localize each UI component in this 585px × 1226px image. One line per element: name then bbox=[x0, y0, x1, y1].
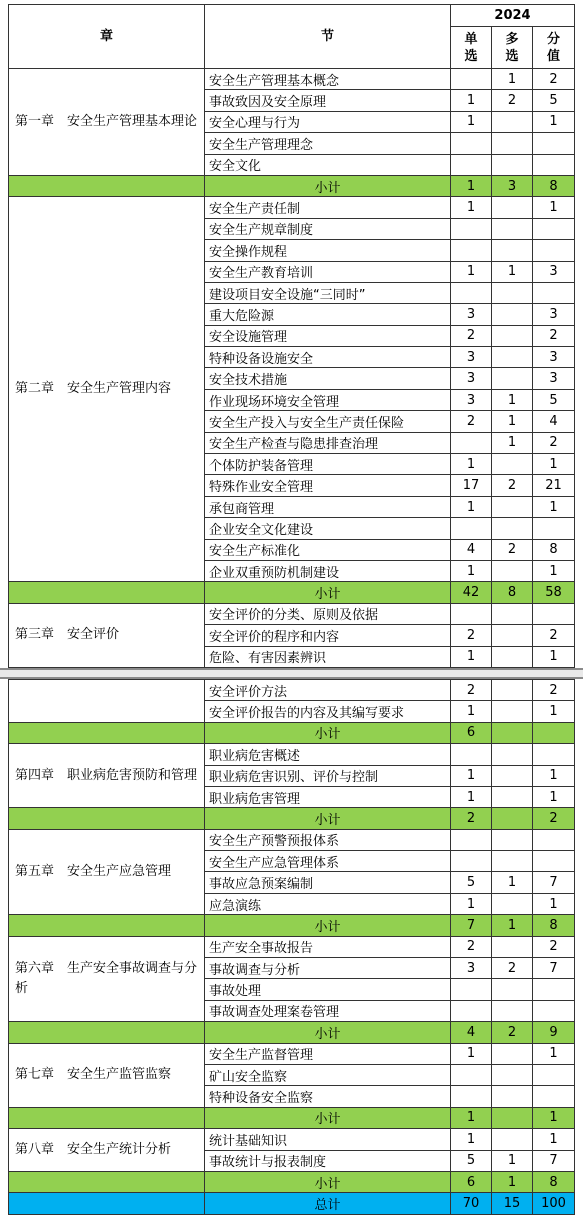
total-row bbox=[9, 1193, 575, 1214]
score-cell bbox=[533, 1000, 575, 1021]
single-choice-cell: 3 bbox=[451, 304, 492, 325]
score-cell: 2 bbox=[533, 69, 575, 90]
syllabus-page bbox=[8, 4, 575, 1215]
multi-choice-cell bbox=[492, 936, 533, 957]
score-cell: 5 bbox=[533, 90, 575, 111]
section-cell: 事故处理 bbox=[205, 979, 451, 1000]
multi-choice-cell bbox=[492, 325, 533, 346]
section-cell: 统计基础知识 bbox=[205, 1129, 451, 1150]
single-choice-cell: 2 bbox=[451, 625, 492, 646]
single-choice-cell: 5 bbox=[451, 872, 492, 893]
multi-choice-cell bbox=[492, 111, 533, 132]
header-score bbox=[533, 27, 575, 69]
score-cell: 4 bbox=[533, 411, 575, 432]
subtotal-row bbox=[9, 722, 575, 743]
single-choice-cell: 3 bbox=[451, 347, 492, 368]
subtotal-label: 小计 bbox=[205, 808, 451, 829]
score-cell: 2 bbox=[533, 325, 575, 346]
section-cell: 安全评价方法 bbox=[205, 679, 451, 700]
subtotal-spacer bbox=[9, 808, 205, 829]
subtotal-row bbox=[9, 582, 575, 603]
section-cell: 安全生产管理理念 bbox=[205, 133, 451, 154]
chapter-cell: 第三章 安全评价 bbox=[9, 603, 205, 667]
multi-choice-cell bbox=[492, 1000, 533, 1021]
section-cell: 安全生产应急管理体系 bbox=[205, 851, 451, 872]
section-cell: 安全操作规程 bbox=[205, 240, 451, 261]
chapter-cell: 第八章 安全生产统计分析 bbox=[9, 1129, 205, 1172]
header-single-text: 单选 bbox=[464, 31, 478, 64]
section-cell: 生产安全事故报告 bbox=[205, 936, 451, 957]
section-cell: 个体防护装备管理 bbox=[205, 454, 451, 475]
total-label: 总计 bbox=[205, 1193, 451, 1214]
subtotal-label: 小计 bbox=[205, 722, 451, 743]
table-row bbox=[9, 936, 575, 957]
single-choice-cell bbox=[451, 154, 492, 175]
header-score-text: 分值 bbox=[547, 31, 561, 64]
table-row bbox=[9, 69, 575, 90]
score-cell bbox=[533, 979, 575, 1000]
multi-choice-cell bbox=[492, 304, 533, 325]
multi-choice-cell: 1 bbox=[492, 432, 533, 453]
score-cell bbox=[533, 133, 575, 154]
single-choice-cell bbox=[451, 1000, 492, 1021]
score-cell: 1 bbox=[533, 197, 575, 218]
single-choice-cell: 3 bbox=[451, 958, 492, 979]
single-choice-cell: 1 bbox=[451, 454, 492, 475]
subtotal-single: 2 bbox=[451, 808, 492, 829]
multi-choice-cell bbox=[492, 240, 533, 261]
chapter-cell: 第五章 安全生产应急管理 bbox=[9, 829, 205, 915]
single-choice-cell bbox=[451, 282, 492, 303]
section-cell: 重大危险源 bbox=[205, 304, 451, 325]
multi-choice-cell: 1 bbox=[492, 872, 533, 893]
score-cell: 2 bbox=[533, 625, 575, 646]
score-cell: 1 bbox=[533, 1129, 575, 1150]
table-row bbox=[9, 1129, 575, 1150]
single-choice-cell: 4 bbox=[451, 539, 492, 560]
multi-choice-cell bbox=[492, 1064, 533, 1085]
subtotal-score: 8 bbox=[533, 1171, 575, 1192]
single-choice-cell: 1 bbox=[451, 701, 492, 722]
subtotal-multi: 3 bbox=[492, 175, 533, 196]
multi-choice-cell bbox=[492, 765, 533, 786]
single-choice-cell: 1 bbox=[451, 90, 492, 111]
multi-choice-cell bbox=[492, 851, 533, 872]
multi-choice-cell bbox=[492, 454, 533, 475]
section-cell: 特种设备安全监察 bbox=[205, 1086, 451, 1107]
score-cell: 1 bbox=[533, 646, 575, 667]
score-cell bbox=[533, 518, 575, 539]
multi-choice-cell bbox=[492, 979, 533, 1000]
chapter-cell: 第二章 安全生产管理内容 bbox=[9, 197, 205, 582]
header-year: 2024 bbox=[451, 5, 575, 27]
subtotal-score bbox=[533, 722, 575, 743]
subtotal-row bbox=[9, 915, 575, 936]
subtotal-score: 1 bbox=[533, 1107, 575, 1128]
multi-choice-cell bbox=[492, 786, 533, 807]
total-single: 70 bbox=[451, 1193, 492, 1214]
section-cell: 安全生产教育培训 bbox=[205, 261, 451, 282]
score-cell bbox=[533, 829, 575, 850]
section-cell: 事故调查处理案卷管理 bbox=[205, 1000, 451, 1021]
multi-choice-cell bbox=[492, 603, 533, 624]
section-cell: 特殊作业安全管理 bbox=[205, 475, 451, 496]
section-cell: 承包商管理 bbox=[205, 496, 451, 517]
subtotal-row bbox=[9, 175, 575, 196]
multi-choice-cell: 2 bbox=[492, 539, 533, 560]
subtotal-label: 小计 bbox=[205, 1107, 451, 1128]
section-cell: 安全评价的分类、原则及依据 bbox=[205, 603, 451, 624]
section-cell: 安全生产标准化 bbox=[205, 539, 451, 560]
subtotal-label: 小计 bbox=[205, 175, 451, 196]
subtotal-spacer bbox=[9, 1022, 205, 1043]
single-choice-cell bbox=[451, 518, 492, 539]
single-choice-cell: 1 bbox=[451, 111, 492, 132]
subtotal-single: 7 bbox=[451, 915, 492, 936]
subtotal-label: 小计 bbox=[205, 1171, 451, 1192]
section-cell: 应急演练 bbox=[205, 893, 451, 914]
score-cell bbox=[533, 282, 575, 303]
subtotal-spacer bbox=[9, 582, 205, 603]
section-cell: 建设项目安全设施“三同时” bbox=[205, 282, 451, 303]
chapter-cell: 第七章 安全生产监管监察 bbox=[9, 1043, 205, 1107]
single-choice-cell bbox=[451, 1086, 492, 1107]
multi-choice-cell bbox=[492, 518, 533, 539]
single-choice-cell bbox=[451, 829, 492, 850]
table-row bbox=[9, 603, 575, 624]
header-section: 节 bbox=[205, 5, 451, 69]
total-spacer bbox=[9, 1193, 205, 1214]
single-choice-cell bbox=[451, 744, 492, 765]
single-choice-cell: 2 bbox=[451, 936, 492, 957]
score-cell: 2 bbox=[533, 679, 575, 700]
single-choice-cell: 2 bbox=[451, 679, 492, 700]
table-row bbox=[9, 679, 575, 700]
score-table-part2 bbox=[8, 679, 575, 1215]
single-choice-cell bbox=[451, 69, 492, 90]
score-cell bbox=[533, 218, 575, 239]
single-choice-cell bbox=[451, 1064, 492, 1085]
subtotal-single: 1 bbox=[451, 175, 492, 196]
single-choice-cell bbox=[451, 218, 492, 239]
score-cell bbox=[533, 603, 575, 624]
total-score: 100 bbox=[533, 1193, 575, 1214]
score-cell bbox=[533, 851, 575, 872]
section-cell: 安全生产监督管理 bbox=[205, 1043, 451, 1064]
subtotal-score: 9 bbox=[533, 1022, 575, 1043]
subtotal-multi bbox=[492, 722, 533, 743]
section-cell: 危险、有害因素辨识 bbox=[205, 646, 451, 667]
subtotal-score: 2 bbox=[533, 808, 575, 829]
score-cell: 7 bbox=[533, 958, 575, 979]
multi-choice-cell bbox=[492, 679, 533, 700]
single-choice-cell bbox=[451, 603, 492, 624]
table-row bbox=[9, 744, 575, 765]
chapter-cell bbox=[9, 679, 205, 722]
score-cell: 21 bbox=[533, 475, 575, 496]
subtotal-spacer bbox=[9, 722, 205, 743]
score-cell: 8 bbox=[533, 539, 575, 560]
score-cell: 1 bbox=[533, 454, 575, 475]
score-cell: 7 bbox=[533, 1150, 575, 1171]
multi-choice-cell bbox=[492, 1086, 533, 1107]
single-choice-cell: 1 bbox=[451, 261, 492, 282]
section-cell: 矿山安全监察 bbox=[205, 1064, 451, 1085]
section-cell: 特种设备设施安全 bbox=[205, 347, 451, 368]
multi-choice-cell: 2 bbox=[492, 958, 533, 979]
score-cell bbox=[533, 240, 575, 261]
subtotal-label: 小计 bbox=[205, 915, 451, 936]
single-choice-cell: 2 bbox=[451, 411, 492, 432]
score-cell: 5 bbox=[533, 389, 575, 410]
subtotal-row bbox=[9, 1171, 575, 1192]
single-choice-cell: 1 bbox=[451, 786, 492, 807]
chapter-cell: 第六章 生产安全事故调查与分析 bbox=[9, 936, 205, 1022]
score-cell: 2 bbox=[533, 432, 575, 453]
subtotal-single: 6 bbox=[451, 1171, 492, 1192]
subtotal-multi: 1 bbox=[492, 915, 533, 936]
section-cell: 企业双重预防机制建设 bbox=[205, 560, 451, 581]
single-choice-cell bbox=[451, 240, 492, 261]
single-choice-cell: 1 bbox=[451, 893, 492, 914]
multi-choice-cell bbox=[492, 368, 533, 389]
multi-choice-cell bbox=[492, 197, 533, 218]
section-cell: 安全生产管理基本概念 bbox=[205, 69, 451, 90]
score-cell: 3 bbox=[533, 368, 575, 389]
multi-choice-cell bbox=[492, 154, 533, 175]
score-table-part1 bbox=[8, 4, 575, 668]
header-multi-choice bbox=[492, 27, 533, 69]
subtotal-multi: 2 bbox=[492, 1022, 533, 1043]
section-cell: 安全生产投入与安全生产责任保险 bbox=[205, 411, 451, 432]
multi-choice-cell bbox=[492, 893, 533, 914]
multi-choice-cell: 1 bbox=[492, 261, 533, 282]
multi-choice-cell bbox=[492, 133, 533, 154]
section-cell: 职业病危害管理 bbox=[205, 786, 451, 807]
subtotal-multi bbox=[492, 808, 533, 829]
section-cell: 事故致因及安全原理 bbox=[205, 90, 451, 111]
subtotal-single: 1 bbox=[451, 1107, 492, 1128]
subtotal-row bbox=[9, 1107, 575, 1128]
subtotal-label: 小计 bbox=[205, 582, 451, 603]
section-cell: 安全评价报告的内容及其编写要求 bbox=[205, 701, 451, 722]
multi-choice-cell: 1 bbox=[492, 1150, 533, 1171]
subtotal-row bbox=[9, 1022, 575, 1043]
multi-choice-cell: 2 bbox=[492, 90, 533, 111]
section-cell: 安全设施管理 bbox=[205, 325, 451, 346]
subtotal-spacer bbox=[9, 1107, 205, 1128]
section-cell: 安全心理与行为 bbox=[205, 111, 451, 132]
table-row bbox=[9, 1043, 575, 1064]
single-choice-cell bbox=[451, 133, 492, 154]
multi-choice-cell bbox=[492, 744, 533, 765]
multi-choice-cell bbox=[492, 1129, 533, 1150]
section-cell: 企业安全文化建设 bbox=[205, 518, 451, 539]
multi-choice-cell bbox=[492, 625, 533, 646]
single-choice-cell: 1 bbox=[451, 197, 492, 218]
multi-choice-cell bbox=[492, 347, 533, 368]
section-cell: 安全评价的程序和内容 bbox=[205, 625, 451, 646]
score-cell: 3 bbox=[533, 261, 575, 282]
single-choice-cell: 1 bbox=[451, 765, 492, 786]
subtotal-score: 8 bbox=[533, 915, 575, 936]
score-cell bbox=[533, 1064, 575, 1085]
single-choice-cell: 1 bbox=[451, 646, 492, 667]
single-choice-cell: 1 bbox=[451, 496, 492, 517]
single-choice-cell bbox=[451, 979, 492, 1000]
score-cell: 3 bbox=[533, 347, 575, 368]
score-cell: 7 bbox=[533, 872, 575, 893]
multi-choice-cell bbox=[492, 701, 533, 722]
multi-choice-cell: 2 bbox=[492, 475, 533, 496]
subtotal-multi bbox=[492, 1107, 533, 1128]
score-cell: 1 bbox=[533, 1043, 575, 1064]
score-cell: 1 bbox=[533, 111, 575, 132]
section-cell: 安全生产规章制度 bbox=[205, 218, 451, 239]
section-cell: 安全生产预警预报体系 bbox=[205, 829, 451, 850]
subtotal-spacer bbox=[9, 1171, 205, 1192]
table-row bbox=[9, 829, 575, 850]
single-choice-cell: 2 bbox=[451, 325, 492, 346]
section-cell: 安全生产检查与隐患排查治理 bbox=[205, 432, 451, 453]
header-multi-text: 多选 bbox=[505, 31, 519, 64]
single-choice-cell: 17 bbox=[451, 475, 492, 496]
subtotal-single: 4 bbox=[451, 1022, 492, 1043]
section-cell: 事故应急预案编制 bbox=[205, 872, 451, 893]
page-break-divider bbox=[0, 668, 583, 679]
single-choice-cell: 1 bbox=[451, 1129, 492, 1150]
subtotal-multi: 1 bbox=[492, 1171, 533, 1192]
score-cell: 1 bbox=[533, 701, 575, 722]
score-cell: 1 bbox=[533, 893, 575, 914]
score-cell: 1 bbox=[533, 765, 575, 786]
score-cell bbox=[533, 1086, 575, 1107]
subtotal-row bbox=[9, 808, 575, 829]
multi-choice-cell bbox=[492, 218, 533, 239]
multi-choice-cell bbox=[492, 829, 533, 850]
header-chapter: 章 bbox=[9, 5, 205, 69]
score-cell: 1 bbox=[533, 560, 575, 581]
section-cell: 安全文化 bbox=[205, 154, 451, 175]
multi-choice-cell bbox=[492, 496, 533, 517]
section-cell: 事故调查与分析 bbox=[205, 958, 451, 979]
section-cell: 事故统计与报表制度 bbox=[205, 1150, 451, 1171]
subtotal-label: 小计 bbox=[205, 1022, 451, 1043]
subtotal-score: 8 bbox=[533, 175, 575, 196]
score-cell bbox=[533, 744, 575, 765]
subtotal-single: 42 bbox=[451, 582, 492, 603]
multi-choice-cell bbox=[492, 646, 533, 667]
total-multi: 15 bbox=[492, 1193, 533, 1214]
subtotal-spacer bbox=[9, 175, 205, 196]
multi-choice-cell: 1 bbox=[492, 389, 533, 410]
section-cell: 作业现场环境安全管理 bbox=[205, 389, 451, 410]
score-cell: 1 bbox=[533, 496, 575, 517]
header-single-choice bbox=[451, 27, 492, 69]
section-cell: 安全技术措施 bbox=[205, 368, 451, 389]
single-choice-cell bbox=[451, 432, 492, 453]
section-cell: 职业病危害概述 bbox=[205, 744, 451, 765]
single-choice-cell: 1 bbox=[451, 560, 492, 581]
score-cell: 1 bbox=[533, 786, 575, 807]
subtotal-spacer bbox=[9, 915, 205, 936]
multi-choice-cell: 1 bbox=[492, 411, 533, 432]
section-cell: 安全生产责任制 bbox=[205, 197, 451, 218]
table-row bbox=[9, 197, 575, 218]
score-cell: 3 bbox=[533, 304, 575, 325]
subtotal-single: 6 bbox=[451, 722, 492, 743]
single-choice-cell bbox=[451, 851, 492, 872]
single-choice-cell: 5 bbox=[451, 1150, 492, 1171]
chapter-cell: 第四章 职业病危害预防和管理 bbox=[9, 744, 205, 808]
single-choice-cell: 3 bbox=[451, 389, 492, 410]
single-choice-cell: 3 bbox=[451, 368, 492, 389]
subtotal-multi: 8 bbox=[492, 582, 533, 603]
section-cell: 职业病危害识别、评价与控制 bbox=[205, 765, 451, 786]
score-cell bbox=[533, 154, 575, 175]
score-cell: 2 bbox=[533, 936, 575, 957]
multi-choice-cell: 1 bbox=[492, 69, 533, 90]
multi-choice-cell bbox=[492, 1043, 533, 1064]
multi-choice-cell bbox=[492, 560, 533, 581]
single-choice-cell: 1 bbox=[451, 1043, 492, 1064]
multi-choice-cell bbox=[492, 282, 533, 303]
subtotal-score: 58 bbox=[533, 582, 575, 603]
chapter-cell: 第一章 安全生产管理基本理论 bbox=[9, 69, 205, 176]
